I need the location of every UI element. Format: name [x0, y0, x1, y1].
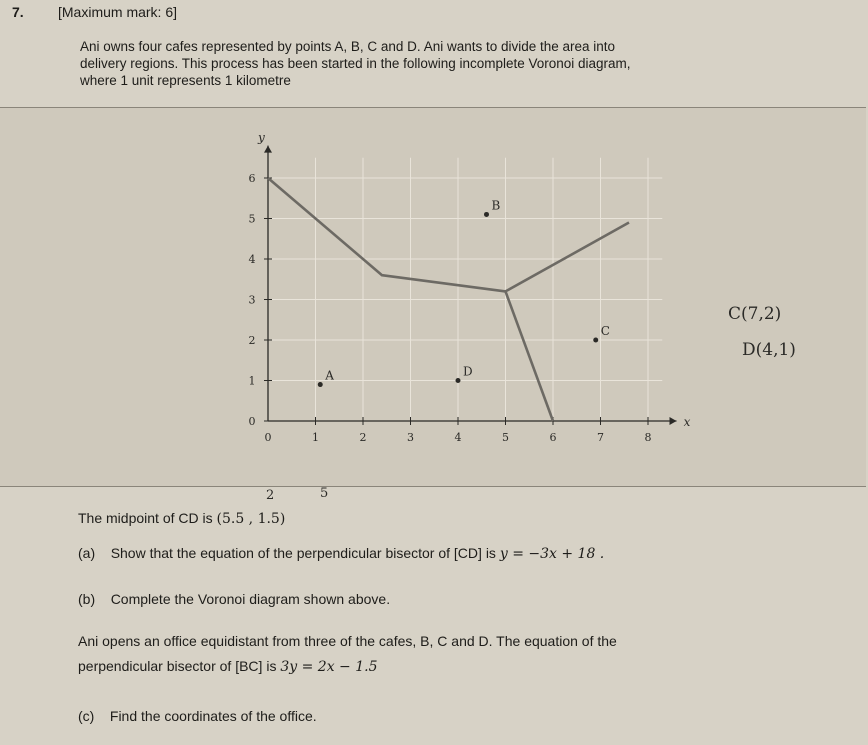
midpoint-line	[78, 510, 285, 527]
y-tick-label: 5	[248, 212, 256, 226]
x-axis-arrow	[670, 417, 677, 425]
intro-line: where 1 unit represents 1 kilometre	[80, 73, 291, 88]
part-c	[78, 708, 317, 724]
y-axis-label: y	[258, 130, 265, 145]
office-is: is	[266, 658, 277, 674]
cafe-point	[456, 378, 461, 383]
office-line-2	[78, 658, 378, 675]
part-b-label: (b)	[78, 591, 96, 607]
cafe-point-label: A	[325, 368, 334, 383]
office-line-1: Ani opens an office equidistant from three of the cafes, B, C and D. The equation of the	[78, 633, 617, 649]
intro-line: delivery regions. This process has been started in the following incomplete Voronoi diagram,	[80, 56, 631, 71]
x-tick-label: 0	[264, 431, 272, 444]
part-a-equation: y = −3x + 18 .	[499, 546, 605, 562]
voronoi-edge	[506, 223, 630, 292]
cafe-point-label: C	[600, 324, 610, 338]
part-a-text: Show that the equation of the perpendicular bisector of	[110, 545, 451, 561]
midpoint-value: (5.5 , 1.5)	[216, 511, 286, 527]
midpoint-prefix: The midpoint of CD is	[78, 510, 213, 526]
voronoi-edge	[268, 178, 506, 291]
x-tick-label: 3	[407, 431, 414, 444]
margin-note-c: C(7,2)	[728, 304, 782, 324]
office-equation: 3y = 2x − 1.5	[280, 659, 378, 675]
midpoint-annotation: 5	[320, 486, 329, 501]
voronoi-diagram	[0, 107, 866, 487]
part-a-segment: [CD]	[453, 545, 482, 561]
x-tick-label: 8	[644, 431, 652, 444]
x-tick-label: 1	[312, 431, 319, 444]
x-axis-label: x	[683, 415, 691, 429]
max-mark: [Maximum mark: 6]	[58, 4, 178, 20]
intro-line: Ani owns four cafes represented by points A, B, C and D. Ani wants to divide the area into	[80, 39, 616, 54]
y-tick-label: 2	[248, 334, 256, 347]
part-c-label: (c)	[78, 708, 95, 724]
cafe-point-label: D	[463, 364, 473, 379]
cafe-point	[593, 338, 598, 343]
cafe-point	[318, 382, 323, 387]
y-tick-label: 1	[248, 374, 256, 388]
question-number: 7.	[12, 4, 24, 20]
y-axis-arrow	[264, 146, 272, 153]
y-tick-label: 3	[248, 293, 256, 307]
cafe-point	[484, 212, 489, 217]
question-intro	[80, 38, 780, 89]
part-b	[78, 591, 390, 607]
cafe-point-label: B	[491, 198, 501, 213]
office-line-2-prefix: perpendicular bisector of	[78, 658, 232, 674]
midpoint-annotation: 2	[266, 488, 275, 503]
x-tick-label: 2	[359, 431, 367, 444]
part-a	[78, 545, 604, 562]
part-b-text: Complete the Voronoi diagram shown above.	[110, 591, 391, 607]
y-tick-label: 0	[248, 415, 256, 428]
x-tick-label: 6	[549, 431, 557, 444]
margin-note-d: D(4,1)	[742, 340, 796, 360]
y-tick-label: 6	[248, 172, 256, 185]
y-tick-label: 4	[248, 253, 256, 266]
part-c-text: Find the coordinates of the office.	[109, 708, 317, 724]
x-tick-label: 5	[502, 431, 509, 444]
part-a-is: is	[485, 545, 496, 561]
voronoi-edge	[506, 291, 554, 421]
office-segment: [BC]	[235, 658, 263, 674]
part-a-label: (a)	[78, 545, 96, 561]
x-tick-label: 7	[597, 431, 604, 444]
voronoi-diagram-svg	[0, 108, 866, 486]
x-tick-label: 4	[454, 431, 462, 444]
